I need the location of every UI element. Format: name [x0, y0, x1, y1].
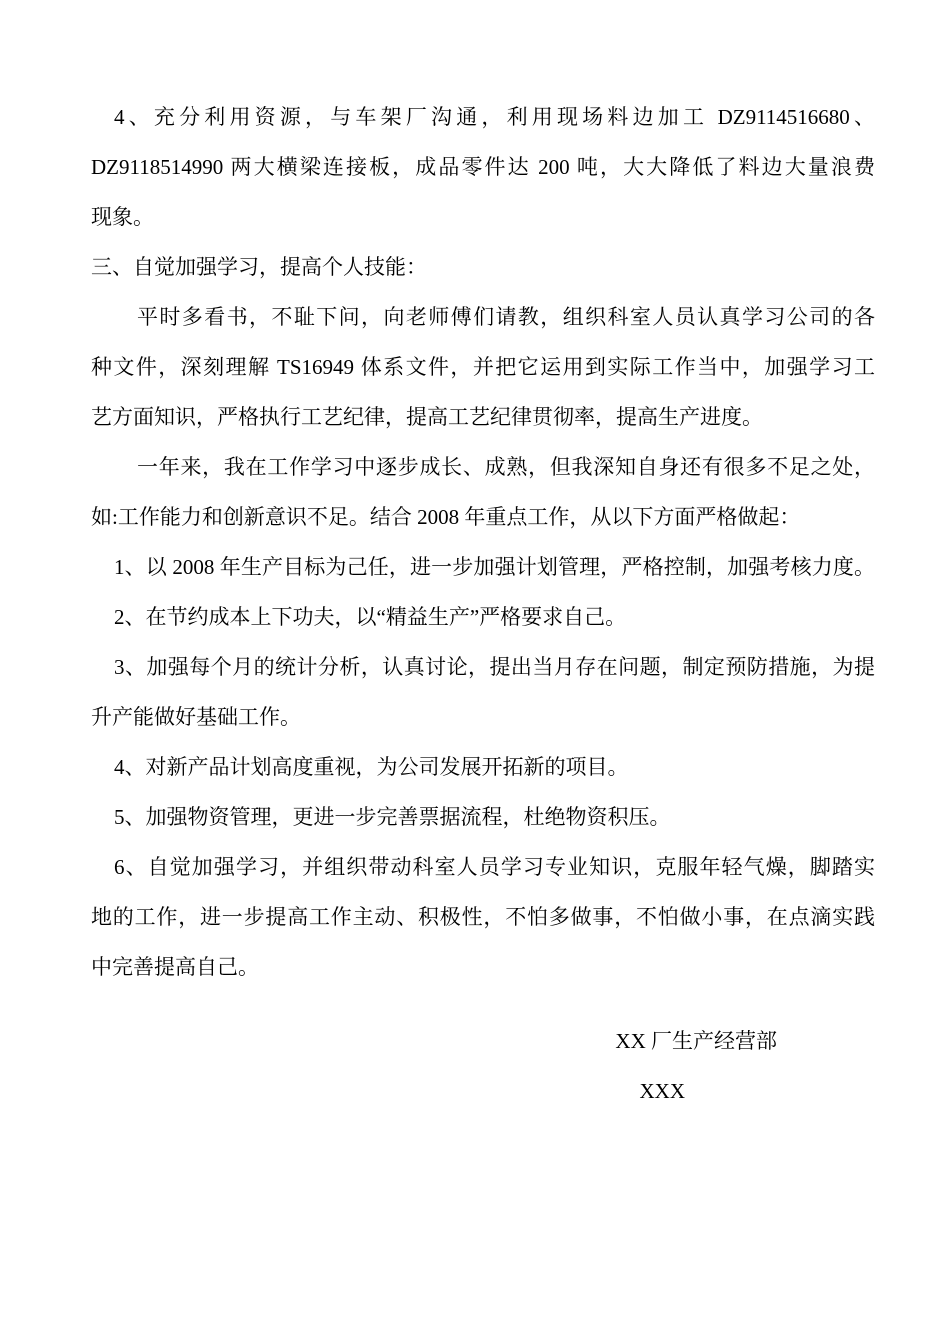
list-item: 2、在节约成本上下功夫，以“精益生产”严格要求自己。: [114, 605, 627, 629]
document-content: [91, 92, 875, 1116]
list-item: 4、对新产品计划高度重视，为公司发展开拓新的项目。: [114, 755, 629, 779]
text-line: 平时多看书，不耻下问，向老师傅们请教，组织科室人员认真学习公司的各: [137, 305, 875, 329]
list-item: 5、加强物资管理，更进一步完善票据流程，杜绝物资积压。: [114, 805, 671, 829]
section-heading: 三、自觉加强学习，提高个人技能：: [91, 255, 427, 279]
list-item: 3、加强每个月的统计分析，认真讨论，提出当月存在问题，制定预防措施，为提: [114, 655, 875, 679]
list-item: 6、自觉加强学习，并组织带动科室人员学习专业知识，克服年轻气燥，脚踏实: [114, 855, 875, 879]
text-line: 地的工作，进一步提高工作主动、积极性，不怕多做事，不怕做小事，在点滴实践: [91, 905, 875, 929]
text-line: 中完善提高自己。: [91, 955, 259, 979]
text-line: 现象。: [91, 205, 154, 229]
text-line: 升产能做好基础工作。: [91, 705, 301, 729]
text-line: 艺方面知识，严格执行工艺纪律，提高工艺纪律贯彻率，提高生产进度。: [91, 405, 763, 429]
signature-department: XX 厂生产经营部: [615, 1029, 777, 1053]
list-item: 1、以 2008 年生产目标为己任，进一步加强计划管理，严格控制，加强考核力度。: [114, 555, 875, 579]
signature-name: XXX: [639, 1079, 685, 1103]
text-line: 一年来，我在工作学习中逐步成长、成熟，但我深知自身还有很多不足之处，: [137, 455, 875, 479]
text-line: 如:工作能力和创新意识不足。结合 2008 年重点工作，从以下方面严格做起：: [91, 505, 801, 529]
text-line: 4、充分利用资源，与车架厂沟通，利用现场料边加工 DZ9114516680、: [114, 105, 875, 129]
text-line: DZ9118514990 两大横梁连接板，成品零件达 200 吨，大大降低了料边大量浪费: [91, 155, 875, 179]
text-line: 种文件，深刻理解 TS16949 体系文件，并把它运用到实际工作当中，加强学习工: [91, 355, 875, 379]
signature-block: [91, 1016, 875, 1116]
